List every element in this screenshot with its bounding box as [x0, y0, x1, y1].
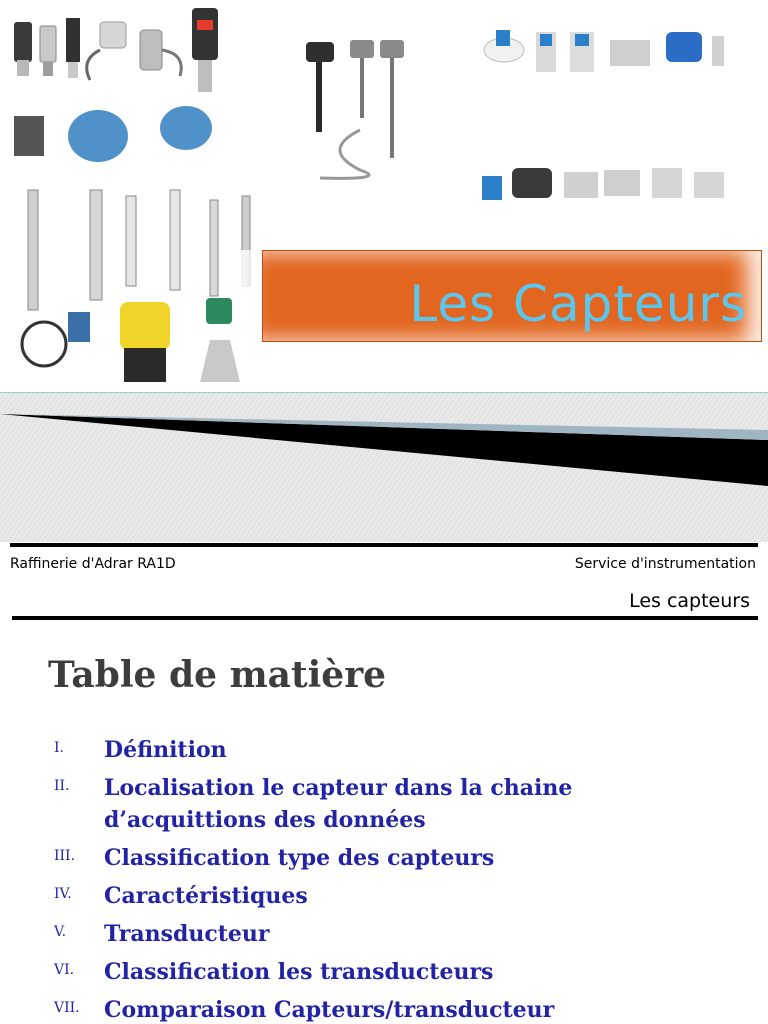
- toc-item-text: Classification type des capteurs: [104, 845, 495, 871]
- toc-slide: [0, 582, 768, 1024]
- ultrasonic-radar-sensors-photo: [22, 298, 240, 382]
- toc-item-text: Transducteur: [104, 921, 270, 947]
- footer-department: Service d'instrumentation: [574, 556, 756, 572]
- toc-list: [52, 734, 752, 1024]
- toc-item-number: V.: [54, 924, 67, 940]
- toc-title: Table de matière: [48, 654, 387, 696]
- temperature-probes-photo: [306, 40, 404, 178]
- toc-item: [52, 918, 752, 950]
- flowmeters-photo: [482, 30, 724, 200]
- toc-item-text: Caractéristiques: [104, 883, 308, 909]
- pressure-transmitters-photo: [14, 8, 218, 92]
- toc-item-text: Comparaison Capteurs/transducteur: [104, 997, 555, 1023]
- toc-item: [52, 842, 752, 874]
- toc-item-text: Définition: [104, 737, 227, 763]
- toc-item: [52, 772, 752, 836]
- level-gauges-photo: [14, 106, 250, 310]
- toc-item-text: Classification les transducteurs: [104, 959, 494, 985]
- toc-item: [52, 880, 752, 912]
- toc-item-number: VI.: [54, 962, 75, 978]
- toc-item: [52, 956, 752, 988]
- toc-item-number: II.: [54, 778, 70, 794]
- toc-item-number: IV.: [54, 886, 72, 902]
- toc-item-number: VII.: [54, 1000, 80, 1016]
- footer-rule: [10, 543, 758, 547]
- footer-organization: Raffinerie d'Adrar RA1D: [10, 556, 176, 572]
- toc-item-number: I.: [54, 740, 64, 756]
- toc-item: [52, 994, 752, 1024]
- toc-item-text: Localisation le capteur dans la chaine d’acquittions des données: [104, 775, 573, 833]
- header-rule: [12, 616, 758, 620]
- toc-item: [52, 734, 752, 766]
- slide-header: Les capteurs: [629, 590, 750, 612]
- decorative-diagonal-band: [0, 392, 768, 542]
- toc-item-number: III.: [54, 848, 76, 864]
- slide-title: Les Capteurs: [409, 275, 747, 333]
- title-banner: [262, 250, 762, 342]
